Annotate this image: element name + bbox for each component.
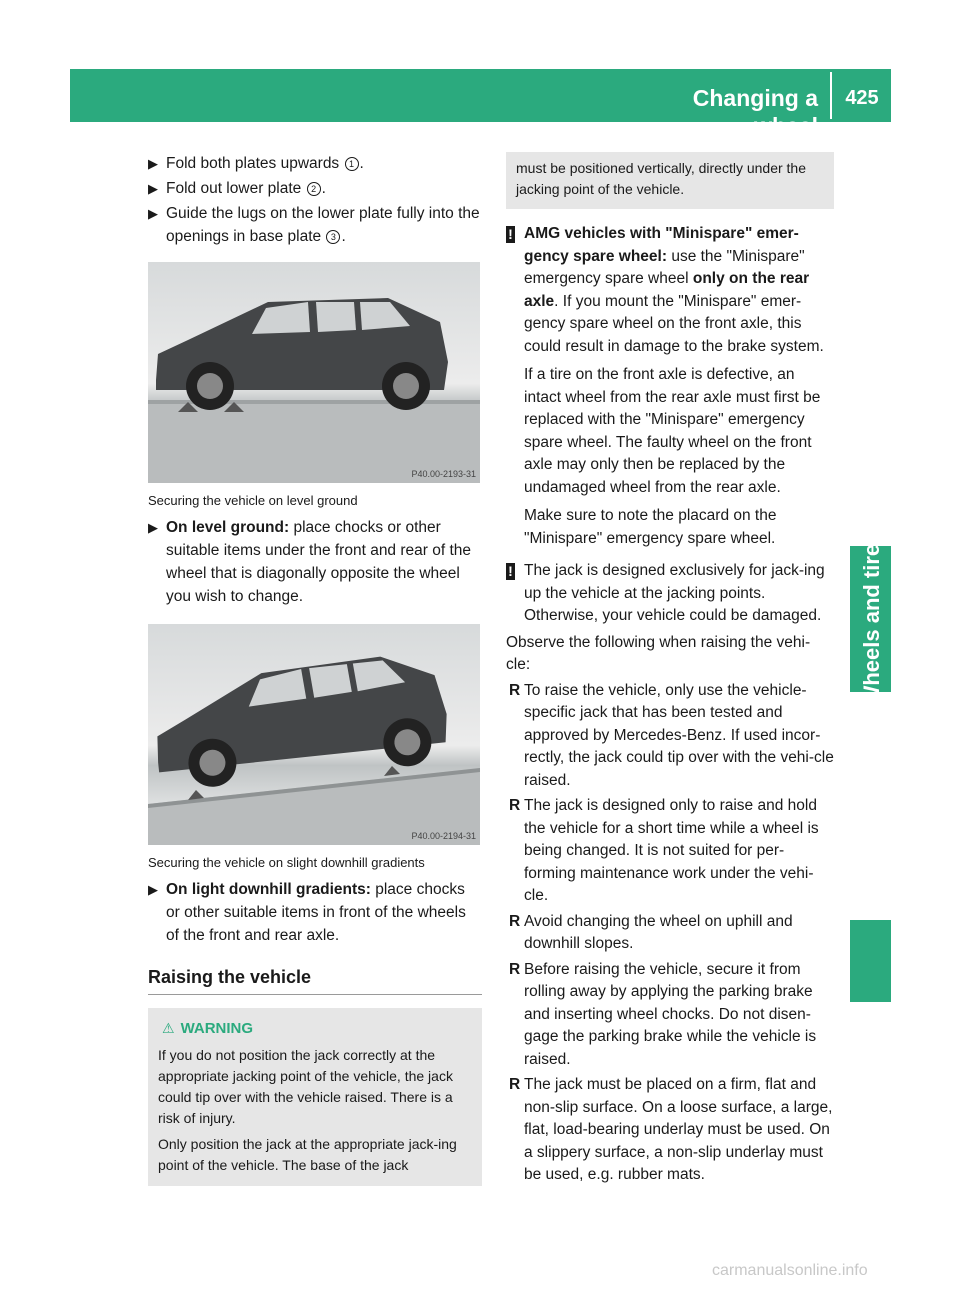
car-level-illustration	[148, 262, 480, 483]
right-column	[506, 152, 834, 1187]
step-arrow-icon: ▶	[148, 206, 158, 221]
figure-level-ground	[148, 262, 480, 483]
warning-heading: ⚠ WARNING	[162, 1020, 254, 1037]
notice-jack: ! The jack is designed exclusively for jack-ing up the vehicle at the jacking points. Otherwise, your vehicle could be damaged.	[506, 560, 834, 628]
chapter-tab-label: Wheels and tires	[859, 531, 884, 707]
callout-3: 3	[326, 230, 340, 244]
observe-text: Observe the following when raising the vehi-cle:	[506, 633, 811, 673]
page-title: Changing a wheel	[692, 85, 818, 139]
step-fold-lower-plate: ▶ Fold out lower plate 2 .	[148, 177, 482, 200]
header-divider	[830, 72, 832, 119]
step-arrow-icon: ▶	[148, 520, 158, 535]
warning-text: If you do not position the jack correctly at the appropriate jacking point of the vehicle, the jack could tip over with the vehicle raised. There is a risk of injury.	[158, 1047, 453, 1126]
warning-box	[148, 1008, 482, 1186]
step-arrow-icon: ▶	[148, 181, 158, 196]
left-column	[148, 152, 482, 1186]
figure-code: P40.00-2194-31	[411, 831, 476, 841]
list-item: R The jack is designed only to raise and hold the vehicle for a short time while a wheel is being changed. It is not suited for per-forming maintenance work under the vehi-cle.	[509, 797, 819, 904]
page-number: 425	[845, 87, 879, 109]
warning-icon: ⚠	[162, 1020, 175, 1036]
list-item: R Avoid changing the wheel on uphill and downhill slopes.	[509, 912, 793, 952]
warning-box-continued: must be positioned vertically, directly under the jacking point of the vehicle.	[506, 152, 834, 209]
section-title: Raising the vehicle	[148, 965, 482, 995]
step-downhill: ▶ On light downhill gradients: place chocks or other suitable items in front of the wheels of the front and rear axle.	[148, 878, 482, 947]
callout-2: 2	[307, 182, 321, 196]
list-item: R Before raising the vehicle, secure it from rolling away by applying the parking brake and inserting wheel chocks. Do not disen-gage the parking brake while the vehicle is raised.	[509, 960, 817, 1068]
list-item: R To raise the vehicle, only use the vehicle-specific jack that has been tested and approved by Mercedes-Benz. If used incor-rectly, the jack could tip over with the vehi-cle raised.	[509, 681, 834, 789]
list-item: R The jack must be placed on a firm, flat and non-slip surface. On a loose surface, a large, flat, load-bearing underlay must be used. On a slippery surface, a non-slip underlay must be used, e.g. rubber mats.	[509, 1076, 833, 1183]
step-guide-lugs: ▶ Guide the lugs on the lower plate fully into the openings in base plate 3 .	[148, 202, 482, 248]
figure-caption: Securing the vehicle on slight downhill gradients	[148, 855, 425, 870]
notice-icon: !	[506, 226, 515, 243]
figure-code: P40.00-2193-31	[411, 469, 476, 479]
figure-caption: Securing the vehicle on level ground	[148, 493, 358, 508]
warning-text: Only position the jack at the appropriate jack-ing point of the vehicle. The base of the jack	[158, 1136, 457, 1173]
step-arrow-icon: ▶	[148, 156, 158, 171]
car-downhill-illustration	[148, 624, 480, 845]
step-level-ground: ▶ On level ground: place chocks or other suitable items under the front and rear of the wheel that is diagonally opposite the wheel you wish to change.	[148, 516, 482, 608]
step-fold-plates: ▶ Fold both plates upwards 1 .	[148, 152, 482, 175]
callout-1: 1	[345, 157, 359, 171]
figure-downhill	[148, 624, 480, 845]
chapter-marker	[850, 920, 891, 1002]
notice-amg-minispare: ! AMG vehicles with "Minispare" emer-gency spare wheel: use the "Minispare" emergency spare wheel only on the rear axle. If you mount the "Minispare" emer-gency spare wheel on the front axle, this could result in damage to the brake system. If a tire on the front axle is defective, an intact wheel from the rear axle must first be replaced with the "Minispare" emergency spare wheel. The faulty wheel on the front axle may only then be replaced by the undamaged wheel from the rear axle. Make sure to note the placard on the "Minispare" emergency spare wheel.	[506, 223, 834, 550]
notice-icon: !	[506, 563, 515, 580]
step-arrow-icon: ▶	[148, 882, 158, 897]
footer-watermark: carmanualsonline.info	[712, 1262, 868, 1279]
